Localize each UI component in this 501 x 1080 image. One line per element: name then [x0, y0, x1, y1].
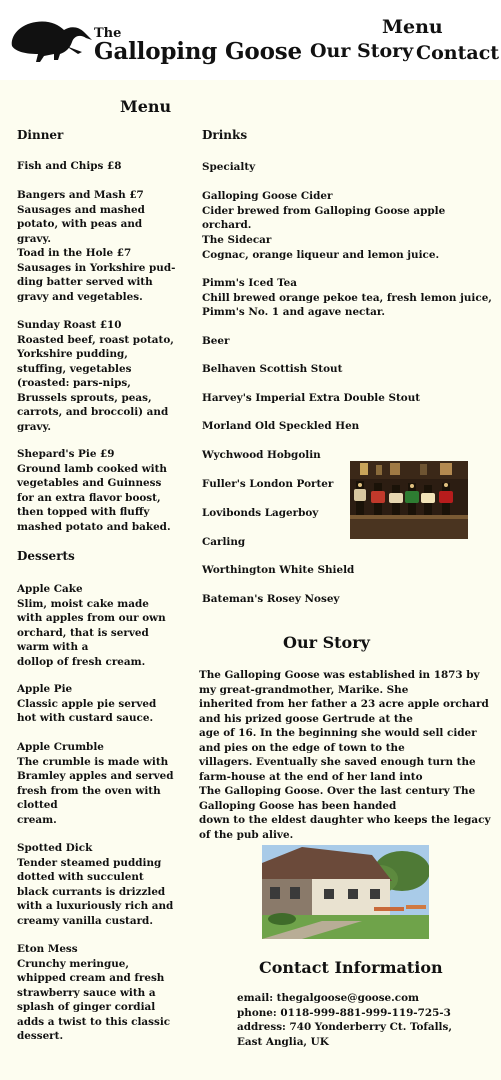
story-line: age of 16. In the beginning she would sell cider and pies on the edge of town to the	[199, 727, 477, 754]
item-description: Cognac, orange liqueur and lemon juice.	[202, 248, 440, 261]
goose-logo-icon	[8, 16, 94, 62]
item-description: Cider brewed from Galloping Goose apple orchard.	[202, 204, 446, 231]
beer-item: Carling	[202, 536, 246, 548]
specialty-label: Specialty	[202, 161, 256, 173]
beer-item: Wychwood Hobgolin	[202, 449, 321, 461]
menu-item	[17, 841, 177, 928]
beer-item: Harvey's Imperial Extra Double Stout	[202, 392, 421, 404]
story-line: inherited from her father a 23 acre apple orchard and his prized goose Gertrude at the	[199, 698, 489, 725]
item-name: Apple Pie	[17, 683, 73, 695]
story-line: The Galloping Goose. Over the last century The Galloping Goose has been handed	[199, 785, 476, 812]
item-description: The crumble is made with Bramley apples and served fresh from the oven with clotted	[17, 755, 174, 811]
drink-item	[202, 276, 492, 320]
dinner-heading: Dinner	[17, 128, 64, 142]
menu-item	[17, 246, 177, 304]
item-description: Crunchy meringue, whipped cream and fresh strawberry sauce with a splash of ginger cordial adds a twist to this classic dessert.	[17, 957, 171, 1042]
item-description: Classic apple pie served hot with custard sauce.	[17, 697, 157, 724]
item-description: Ground lamb cooked with vegetables and Guinness for an extra flavor boost, then topped with fluffy mashed potato and baked.	[17, 462, 171, 533]
pub-building-image-icon	[262, 845, 429, 939]
beer-taps-image-icon	[350, 461, 468, 539]
beer-item: Belhaven Scottish Stout	[202, 363, 343, 375]
beer-item: Bateman's Rosey Nosey	[202, 593, 340, 605]
story-title: Our Story	[283, 633, 370, 652]
drink-item	[202, 189, 492, 233]
item-name: Galloping Goose Cider	[202, 190, 333, 202]
drinks-heading: Drinks	[202, 128, 248, 142]
item-name: Shepard's Pie £9	[17, 448, 115, 460]
menu-item	[17, 447, 177, 534]
contact-email[interactable]: email: thegalgoose@goose.com	[237, 992, 420, 1004]
desserts-heading: Desserts	[17, 549, 75, 563]
menu-item	[17, 188, 177, 246]
item-description-cont: Brussels sprouts, peas, carrots, and broccoli) and gravy.	[17, 391, 169, 433]
drink-item	[202, 233, 492, 262]
item-name: Fish and Chips £8	[17, 160, 122, 172]
menu-item	[17, 740, 177, 827]
beer-item: Morland Old Speckled Hen	[202, 420, 360, 432]
story-line: The Galloping Goose was established in 1873 by my great-grandmother, Marike. She	[199, 669, 480, 696]
beer-item: Lovibonds Lagerboy	[202, 507, 319, 519]
item-description: Chill brewed orange pekoe tea, fresh lemon juice, Pimm's No. 1 and agave nectar.	[202, 291, 492, 318]
site-header	[0, 0, 501, 80]
menu-item	[17, 582, 177, 669]
item-name: Sunday Roast £10	[17, 319, 122, 331]
story-line: down to the eldest daughter who keeps the legacy of the pub alive.	[199, 814, 491, 841]
contact-title: Contact Information	[259, 958, 443, 977]
item-description: Tender steamed pudding dotted with succulent black currants is drizzled with a luxuriously rich and creamy vanilla custard.	[17, 856, 174, 927]
item-name: Toad in the Hole £7	[17, 247, 132, 259]
nav-menu-link[interactable]: Menu	[382, 16, 443, 38]
menu-item	[17, 682, 177, 726]
beer-item: Worthington White Shield	[202, 564, 355, 576]
item-name: Spotted Dick	[17, 842, 93, 854]
menu-item	[17, 318, 177, 434]
menu-item	[17, 942, 177, 1044]
contact-phone[interactable]: phone: 0118-999-881-999-119-725-3	[237, 1006, 451, 1019]
item-description: Sausages and mashed potato, with peas and gravy.	[17, 203, 145, 245]
story-line: villagers. Eventually she saved enough turn the farm-house at the end of her land into	[199, 756, 476, 783]
nav-contact-link[interactable]: Contact	[416, 42, 500, 64]
specialty-heading	[202, 160, 255, 175]
beer-item: Fuller's London Porter	[202, 478, 334, 490]
item-description: Sausages in Yorkshire pud-ding batter served with gravy and vegetables.	[17, 261, 176, 303]
item-name: Apple Cake	[17, 583, 83, 595]
nav-our-story-link[interactable]: Our Story	[310, 40, 414, 62]
item-description-cont: dollop of fresh cream.	[17, 655, 146, 668]
item-name: The Sidecar	[202, 234, 272, 246]
beer-label: Beer	[202, 335, 230, 347]
menu-title: Menu	[120, 97, 172, 116]
contact-address: address: 740 Yonderberry Ct. Tofalls, East Anglia, UK	[237, 1021, 452, 1048]
item-name: Bangers and Mash £7	[17, 189, 144, 201]
beer-heading	[202, 334, 229, 349]
item-name: Pimm's Iced Tea	[202, 277, 297, 289]
item-description: Roasted beef, roast potato, Yorkshire pudding, stuffing, vegetables (roasted: pars-nips,	[17, 333, 174, 389]
menu-item	[17, 159, 177, 174]
contact-details	[237, 991, 477, 1049]
item-name: Eton Mess	[17, 943, 78, 955]
item-description-cont: cream.	[17, 813, 57, 826]
brand-name[interactable]: Galloping Goose	[94, 38, 302, 65]
bar-taps-photo	[350, 461, 468, 539]
item-name: Apple Crumble	[17, 741, 104, 753]
brand-the: The	[94, 26, 122, 41]
item-description: Slim, moist cake made with apples from our own orchard, that is served warm with a	[17, 597, 166, 653]
story-paragraph	[199, 668, 494, 842]
pub-exterior-photo	[262, 845, 429, 939]
